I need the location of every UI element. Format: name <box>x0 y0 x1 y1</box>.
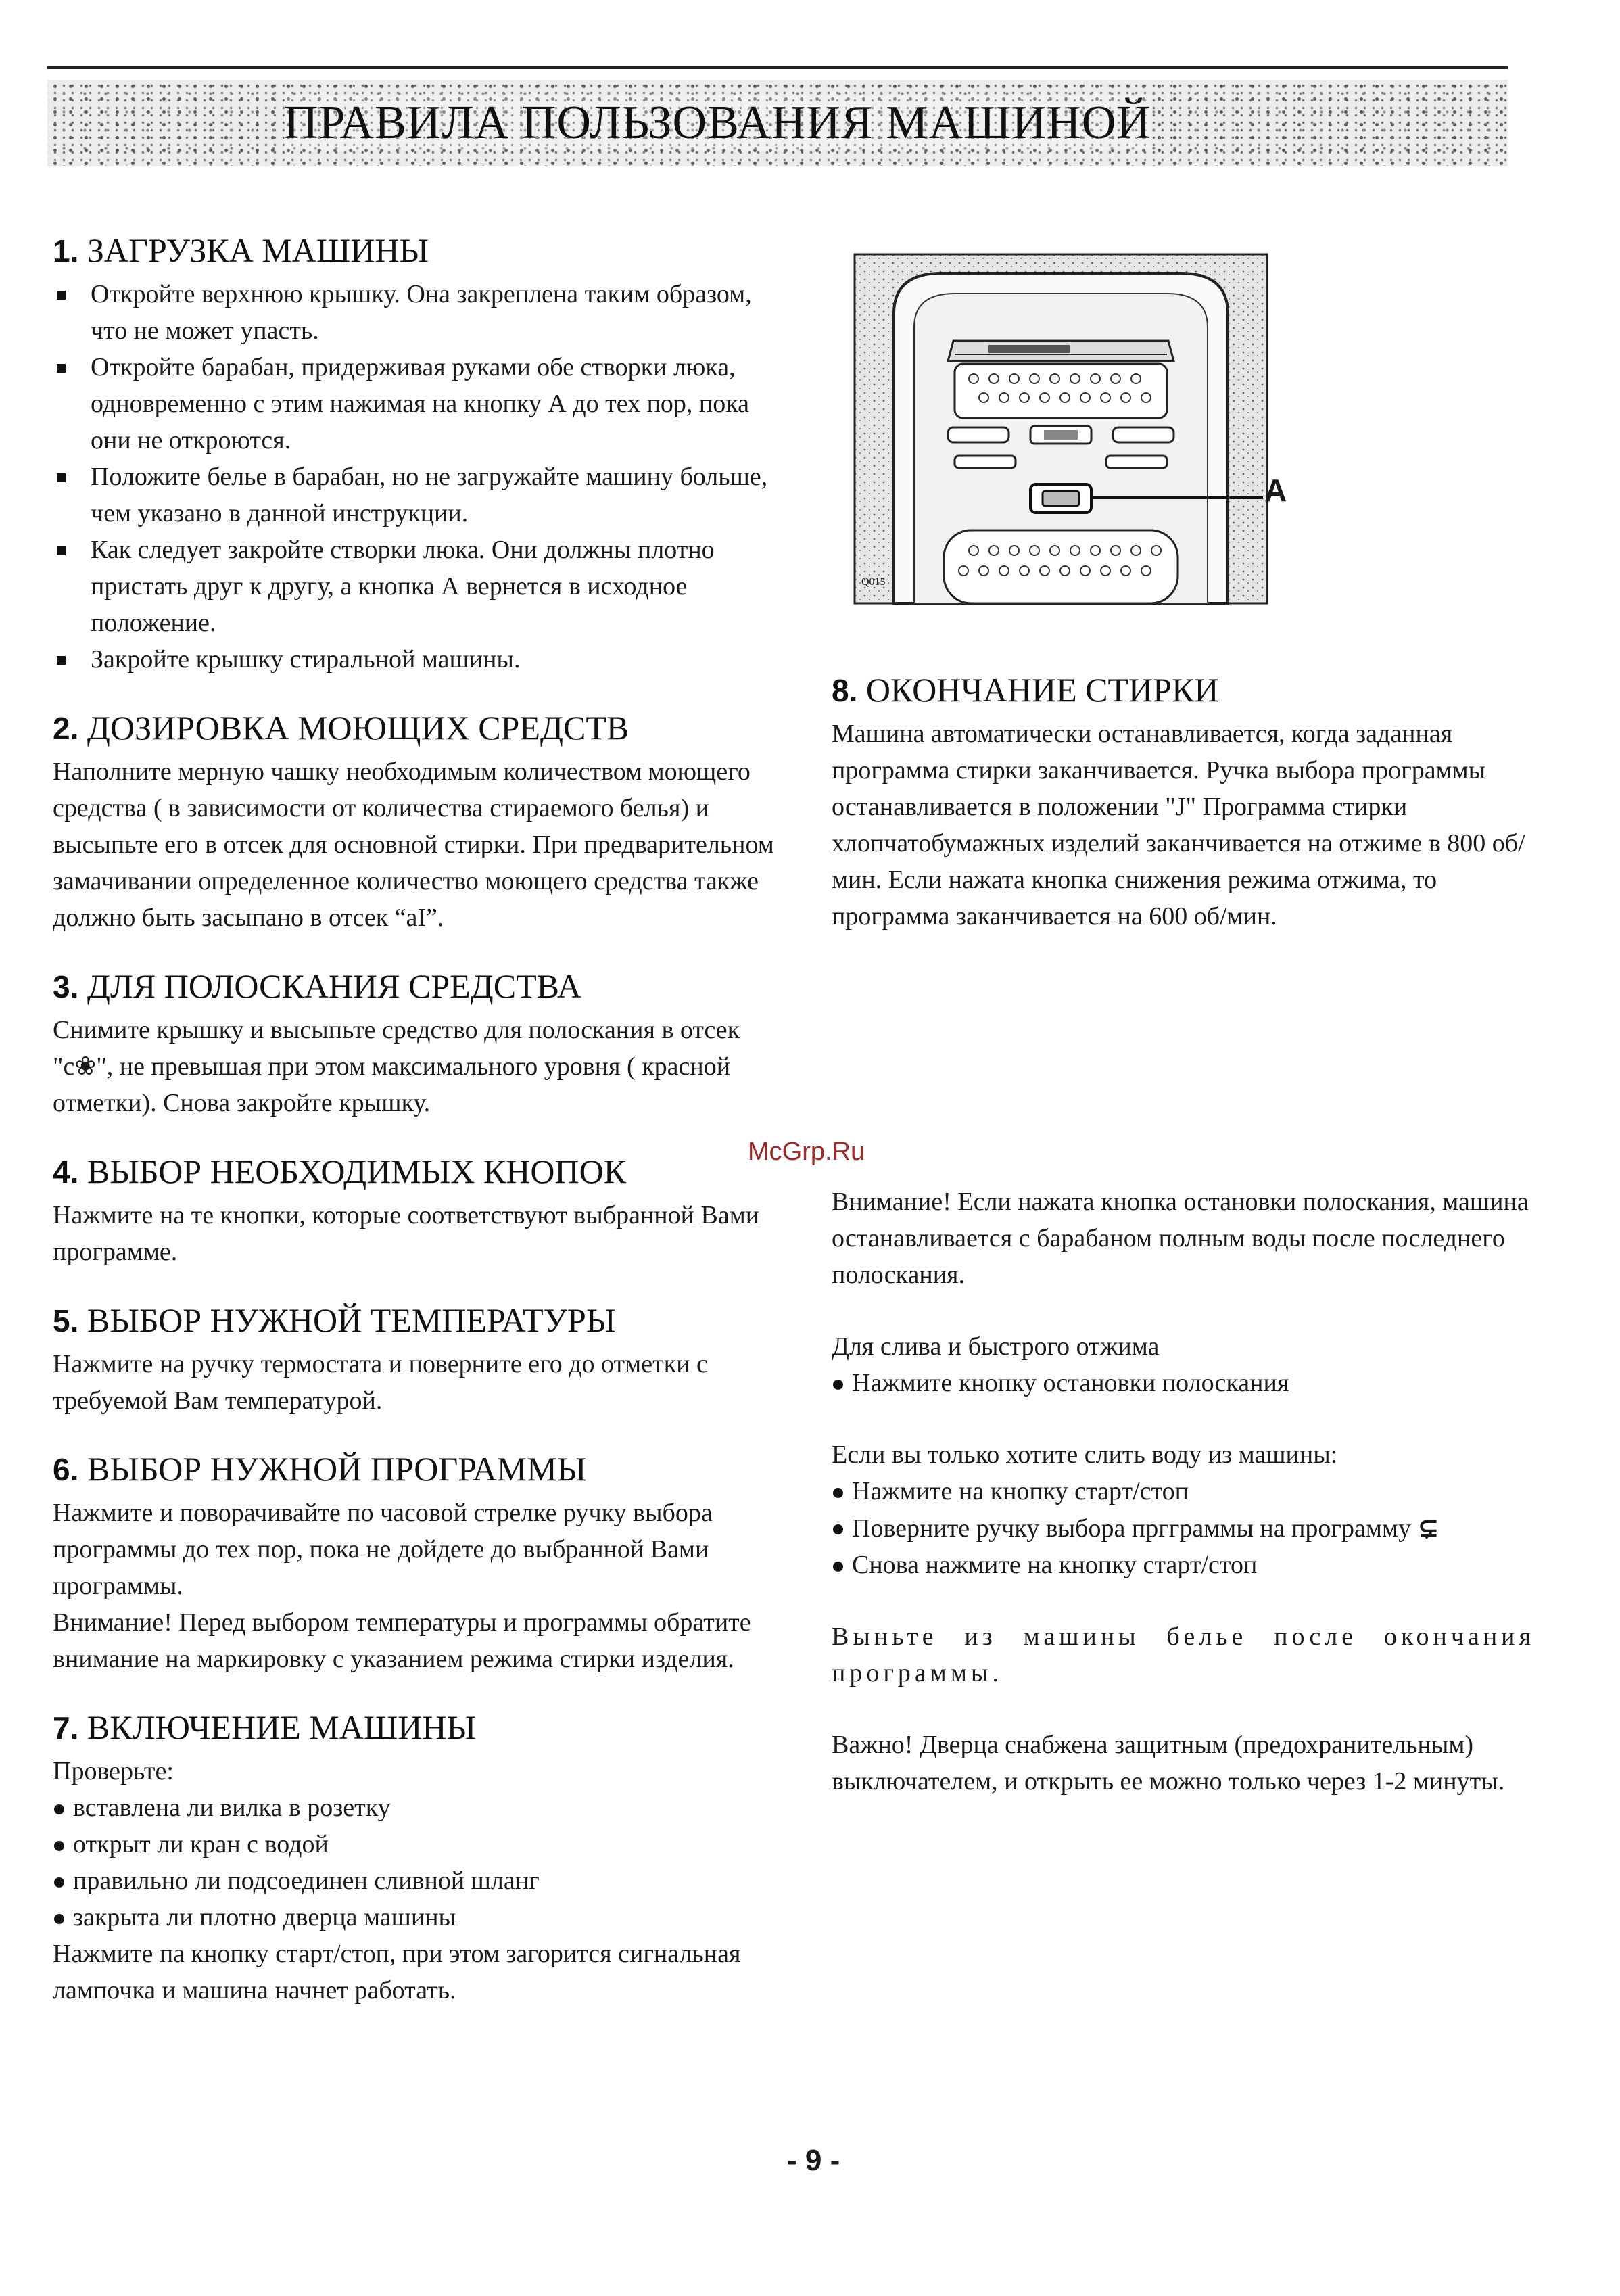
section-power-on <box>53 1707 783 2009</box>
section-end-of-wash <box>832 670 1535 935</box>
drain-steps <box>832 1365 1535 1401</box>
header-rule <box>47 66 1508 69</box>
empty-water-steps <box>832 1473 1535 1583</box>
check-list <box>53 1789 783 1936</box>
section-text: Нажмите на ручку термостата и поверните его до отметки с требуемой Вам температурой. <box>53 1350 708 1415</box>
section-title: 8. ОКОНЧАНИЕ СТИРКИ <box>832 671 1219 709</box>
loading-steps <box>53 276 783 678</box>
rinse-hold-warning: Внимание! Если нажата кнопка остановки полоскания, машина останавливается с барабаном полным воды после последнего полоскания. <box>832 1188 1529 1289</box>
section-title: 5. ВЫБОР НУЖНОЙ ТЕМПЕРАТУРЫ <box>53 1301 616 1339</box>
section-detergent-dosage <box>53 707 783 936</box>
section-title: 6. ВЫБОР НУЖНОЙ ПРОГРАММЫ <box>53 1450 587 1488</box>
section-title: 1. ЗАГРУЗКА МАШИНЫ <box>53 231 429 269</box>
section-loading <box>53 230 783 678</box>
section-text: Наполните мерную чашку необходимым количеством моющего средства ( в зависимости от количества стираемого белья) и высыпьте его в отсек для основной стирки. При предварительном замачивании определенное количество моющего средства также должно быть засыпано в отсек “aI”. <box>53 757 774 932</box>
door-safety-note: Важно! Дверца снабжена защитным (предохранительным) выключателем, и открыть ее можно только через 1-2 минуты. <box>832 1731 1505 1796</box>
section-title: 3. ДЛЯ ПОЛОСКАНИЯ СРЕДСТВА <box>53 967 581 1005</box>
section-intro: Проверьте: <box>53 1757 174 1785</box>
right-column-bottom <box>832 1184 1535 1800</box>
list-item: правильно ли подсоединен сливной шланг <box>53 1862 783 1899</box>
section-text: Нажмите па кнопку старт/стоп, при этом загорится сигнальная лампочка и машина начнет работать. <box>53 1940 741 2005</box>
section-title: 4. ВЫБОР НЕОБХОДИМЫХ КНОПОК <box>53 1152 627 1190</box>
section-text: Машина автоматически останавливается, когда заданная программа стирки заканчивается. Ручка выбора программы останавливается в положении "J" Программа стирки хлопчатобумажных изделий заканчивается на отжиме в 800 об/мин. Если нажата кнопка снижения режима отжима, то программа заканчивается на 600 об/мин. <box>832 720 1525 931</box>
section-temperature <box>53 1300 783 1419</box>
list-item: Положите белье в барабан, но не загружайте машину больше, чем указано в данной инструкции. <box>53 459 783 532</box>
remove-laundry-text: Выньте из машины белье после окончания программы. <box>832 1622 1535 1687</box>
list-item: Нажмите на кнопку старт/стоп <box>832 1473 1535 1509</box>
right-column-top <box>832 670 1535 964</box>
page-title: ПРАВИЛА ПОЛЬЗОВАНИЯ МАШИНОЙ <box>284 97 1151 149</box>
list-item: вставлена ли вилка в розетку <box>53 1789 783 1826</box>
section-rinse-agent <box>53 966 783 1121</box>
callout-label-a: A <box>1264 473 1287 508</box>
list-item: Как следует закройте створки люка. Они должны плотно пристать друг к другу, а кнопка А вернется в исходное положение. <box>53 532 783 641</box>
list-item: Откройте барабан, придерживая руками обе створки люка, одновременно с этим нажимая на кнопку А до тех пор, пока они не откроются. <box>53 349 783 459</box>
list-item: Закройте крышку стиральной машины. <box>53 641 783 678</box>
drain-program-icon: ⊊ <box>1417 1513 1439 1543</box>
list-item: Поверните ручку выбора пргграммы на программу ⊊ <box>832 1509 1535 1547</box>
section-title: 2. ДОЗИРОВКА МОЮЩИХ СРЕДСТВ <box>53 709 629 747</box>
section-note: Внимание! Перед выбором температуры и программы обратите внимание на маркировку с указанием режима стирки изделия. <box>53 1608 751 1673</box>
left-column <box>53 230 783 2038</box>
empty-water-title: Если вы только хотите слить воду из машины: <box>832 1440 1338 1469</box>
list-item: Откройте верхнюю крышку. Она закреплена таким образом, что не может упасть. <box>53 276 783 349</box>
drum-illustration <box>853 253 1268 605</box>
list-item: Нажмите кнопку остановки полоскания <box>832 1365 1535 1401</box>
list-item: закрыта ли плотно дверца машины <box>53 1899 783 1936</box>
page-number: - 9 - <box>787 2144 840 2177</box>
section-text: Нажмите на те кнопки, которые соответствуют выбранной Вами программе. <box>53 1201 760 1266</box>
section-text: Снимите крышку и высыпьте средство для полоскания в отсек "c❀", не превышая при этом максимального уровня ( красной отметки). Снова закройте крышку. <box>53 1016 740 1117</box>
section-buttons <box>53 1151 783 1270</box>
section-title: 7. ВКЛЮЧЕНИЕ МАШИНЫ <box>53 1708 477 1746</box>
list-item: Снова нажмите на кнопку старт/стоп <box>832 1547 1535 1583</box>
list-item: открыт ли кран с водой <box>53 1826 783 1862</box>
watermark: McGrp.Ru <box>748 1138 865 1166</box>
figure-code: Q015 <box>861 576 886 588</box>
drain-title: Для слива и быстрого отжима <box>832 1332 1160 1361</box>
section-text: Нажмите и поворачивайте по часовой стрелке ручку выбора программы до тех пор, пока не дойдете до выбранной Вами программы. <box>53 1499 713 1600</box>
section-program <box>53 1449 783 1677</box>
